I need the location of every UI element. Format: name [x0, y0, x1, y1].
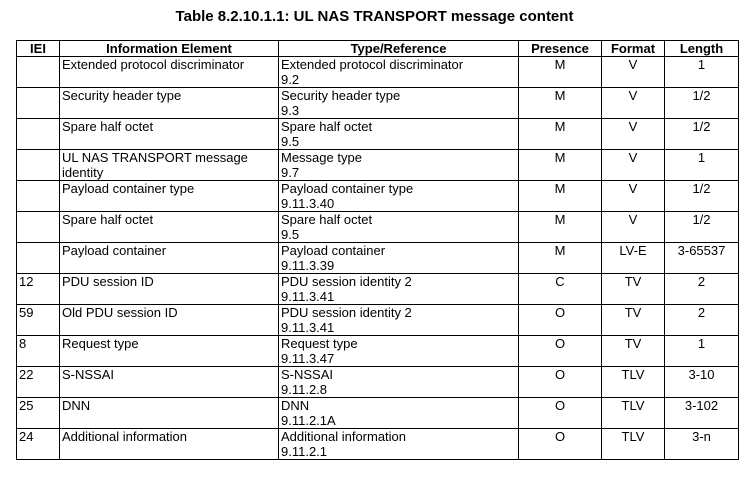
reference-clause: 9.11.3.40: [281, 196, 335, 211]
table-row: [17, 119, 739, 150]
type-name: Additional information: [281, 429, 407, 444]
iei-value: 59: [19, 305, 34, 320]
format-value: LV-E: [619, 243, 647, 258]
length-value: 1/2: [692, 119, 711, 134]
length-value: 1: [697, 57, 706, 72]
format-cell: [602, 57, 665, 88]
iei-cell: [17, 243, 60, 274]
information-element-name: Payload container: [62, 243, 167, 258]
presence-value: M: [554, 88, 566, 103]
iei-cell: [17, 305, 60, 336]
type-name: Payload container: [281, 243, 386, 258]
presence-value: M: [554, 243, 566, 258]
information-element-name: S-NSSAI: [62, 367, 115, 382]
type-name: Payload container type: [281, 181, 414, 196]
format-cell: [602, 150, 665, 181]
type-name: Request type: [281, 336, 358, 351]
iei-cell: [17, 88, 60, 119]
iei-cell: [17, 181, 60, 212]
presence-cell: [519, 243, 602, 274]
length-cell: [665, 429, 739, 460]
information-element-cell: [60, 181, 279, 212]
reference-clause: 9.5: [281, 134, 300, 149]
header-presence: Presence: [519, 41, 602, 57]
type-reference-cell: [279, 212, 519, 243]
type-reference-cell: [279, 398, 519, 429]
information-element-name: Spare half octet: [62, 212, 154, 227]
information-element-cell: [60, 429, 279, 460]
information-element-name: Spare half octet: [62, 119, 154, 134]
format-value: V: [628, 88, 638, 103]
reference-clause: 9.11.3.41: [281, 320, 335, 335]
format-value: TLV: [621, 429, 645, 444]
type-reference-cell: [279, 181, 519, 212]
presence-value: O: [554, 398, 566, 413]
length-cell: [665, 212, 739, 243]
table-row: [17, 150, 739, 181]
format-value: TLV: [621, 367, 645, 382]
length-cell: [665, 336, 739, 367]
presence-cell: [519, 119, 602, 150]
header-information-element: Information Element: [60, 41, 279, 57]
table-row: [17, 274, 739, 305]
iei-cell: [17, 367, 60, 398]
format-cell: [602, 336, 665, 367]
length-cell: [665, 88, 739, 119]
length-cell: [665, 150, 739, 181]
format-cell: [602, 274, 665, 305]
type-name: Spare half octet: [281, 119, 373, 134]
length-cell: [665, 181, 739, 212]
iei-cell: [17, 57, 60, 88]
reference-clause: 9.11.2.1: [281, 444, 328, 459]
presence-value: M: [554, 150, 566, 165]
format-value: V: [628, 212, 638, 227]
information-element-name: Payload container type: [62, 181, 195, 196]
format-cell: [602, 398, 665, 429]
information-element-cell: [60, 150, 279, 181]
format-cell: [602, 119, 665, 150]
length-value: 3-n: [692, 429, 711, 444]
presence-value: M: [554, 119, 566, 134]
length-value: 2: [697, 274, 706, 289]
table-row: [17, 305, 739, 336]
format-cell: [602, 243, 665, 274]
table-row: [17, 243, 739, 274]
presence-value: M: [554, 181, 566, 196]
header-row: [17, 41, 739, 57]
length-value: 1: [697, 150, 706, 165]
format-value: TLV: [621, 398, 645, 413]
iei-cell: [17, 274, 60, 305]
iei-cell: [17, 429, 60, 460]
information-element-cell: [60, 243, 279, 274]
table-caption: Table 8.2.10.1.1: UL NAS TRANSPORT message content: [175, 8, 574, 25]
length-cell: [665, 305, 739, 336]
iei-value: 22: [19, 367, 34, 382]
format-cell: [602, 429, 665, 460]
presence-value: O: [554, 336, 566, 351]
length-cell: [665, 367, 739, 398]
table-row: [17, 336, 739, 367]
length-value: 1/2: [692, 181, 711, 196]
length-value: 1: [697, 336, 706, 351]
header-type-reference: Type/Reference: [279, 41, 519, 57]
type-reference-cell: [279, 119, 519, 150]
presence-cell: [519, 336, 602, 367]
table-row: [17, 88, 739, 119]
reference-clause: 9.5: [281, 227, 300, 242]
information-element-name: Request type: [62, 336, 139, 351]
information-element-cell: [60, 367, 279, 398]
format-cell: [602, 367, 665, 398]
header-iei: IEI: [17, 41, 60, 57]
information-element-name: Old PDU session ID: [62, 305, 178, 320]
type-name: Spare half octet: [281, 212, 373, 227]
message-content-table: [16, 40, 739, 460]
iei-cell: [17, 398, 60, 429]
type-reference-cell: [279, 305, 519, 336]
presence-cell: [519, 274, 602, 305]
length-cell: [665, 119, 739, 150]
reference-clause: 9.11.2.1A: [281, 413, 336, 428]
presence-value: O: [554, 305, 566, 320]
presence-value: M: [554, 212, 566, 227]
type-reference-cell: [279, 88, 519, 119]
reference-clause: 9.3: [281, 103, 300, 118]
presence-cell: [519, 57, 602, 88]
iei-cell: [17, 212, 60, 243]
presence-cell: [519, 88, 602, 119]
presence-cell: [519, 181, 602, 212]
information-element-cell: [60, 305, 279, 336]
length-value: 3-102: [684, 398, 719, 413]
presence-cell: [519, 212, 602, 243]
presence-value: O: [554, 429, 566, 444]
format-value: TV: [624, 336, 642, 351]
type-reference-cell: [279, 57, 519, 88]
table-row: [17, 429, 739, 460]
presence-cell: [519, 398, 602, 429]
information-element-cell: [60, 212, 279, 243]
iei-value: 24: [19, 429, 34, 444]
header-length: Length: [665, 41, 739, 57]
table-row: [17, 57, 739, 88]
length-cell: [665, 274, 739, 305]
length-value: 1/2: [692, 212, 711, 227]
iei-cell: [17, 150, 60, 181]
presence-cell: [519, 150, 602, 181]
table-body: [17, 57, 739, 460]
format-cell: [602, 88, 665, 119]
format-value: V: [628, 57, 638, 72]
reference-clause: 9.11.3.41: [281, 289, 335, 304]
information-element-name: Additional information: [62, 429, 188, 444]
length-cell: [665, 398, 739, 429]
reference-clause: 9.11.3.39: [281, 258, 335, 273]
presence-value: M: [554, 57, 566, 72]
information-element-name: Security header type: [62, 88, 182, 103]
reference-clause: 9.11.3.47: [281, 351, 335, 366]
format-value: V: [628, 150, 638, 165]
presence-cell: [519, 305, 602, 336]
length-value: 3-65537: [677, 243, 726, 258]
type-name: PDU session identity 2: [281, 274, 412, 289]
type-reference-cell: [279, 429, 519, 460]
format-value: TV: [624, 305, 642, 320]
length-value: 2: [697, 305, 706, 320]
iei-value: 12: [19, 274, 34, 289]
reference-clause: 9.2: [281, 72, 300, 87]
information-element-cell: [60, 88, 279, 119]
format-cell: [602, 181, 665, 212]
reference-clause: 9.7: [281, 165, 300, 180]
table-row: [17, 181, 739, 212]
information-element-cell: [60, 398, 279, 429]
type-reference-cell: [279, 274, 519, 305]
type-name: Security header type: [281, 88, 401, 103]
format-cell: [602, 212, 665, 243]
type-reference-cell: [279, 336, 519, 367]
iei-cell: [17, 119, 60, 150]
format-value: TV: [624, 274, 642, 289]
iei-value: 25: [19, 398, 34, 413]
information-element-cell: [60, 336, 279, 367]
type-reference-cell: [279, 243, 519, 274]
format-cell: [602, 305, 665, 336]
table-row: [17, 367, 739, 398]
type-reference-cell: [279, 150, 519, 181]
length-value: 1/2: [692, 88, 711, 103]
information-element-cell: [60, 274, 279, 305]
information-element-name: Extended protocol discriminator: [62, 57, 245, 72]
information-element-cell: [60, 119, 279, 150]
information-element-name: UL NAS TRANSPORT message identity: [62, 150, 248, 180]
type-name: S-NSSAI: [281, 367, 334, 382]
information-element-cell: [60, 57, 279, 88]
table-row: [17, 212, 739, 243]
type-name: PDU session identity 2: [281, 305, 412, 320]
iei-value: 8: [19, 336, 27, 351]
table-row: [17, 398, 739, 429]
presence-value: C: [555, 274, 565, 289]
information-element-name: DNN: [62, 398, 91, 413]
length-cell: [665, 57, 739, 88]
format-value: V: [628, 181, 638, 196]
type-name: Extended protocol discriminator: [281, 57, 464, 72]
presence-cell: [519, 367, 602, 398]
format-value: V: [628, 119, 638, 134]
presence-cell: [519, 429, 602, 460]
presence-value: O: [554, 367, 566, 382]
length-value: 3-10: [688, 367, 715, 382]
iei-cell: [17, 336, 60, 367]
type-name: DNN: [281, 398, 310, 413]
type-reference-cell: [279, 367, 519, 398]
reference-clause: 9.11.2.8: [281, 382, 328, 397]
information-element-name: PDU session ID: [62, 274, 154, 289]
header-format: Format: [602, 41, 665, 57]
type-name: Message type: [281, 150, 362, 165]
length-cell: [665, 243, 739, 274]
